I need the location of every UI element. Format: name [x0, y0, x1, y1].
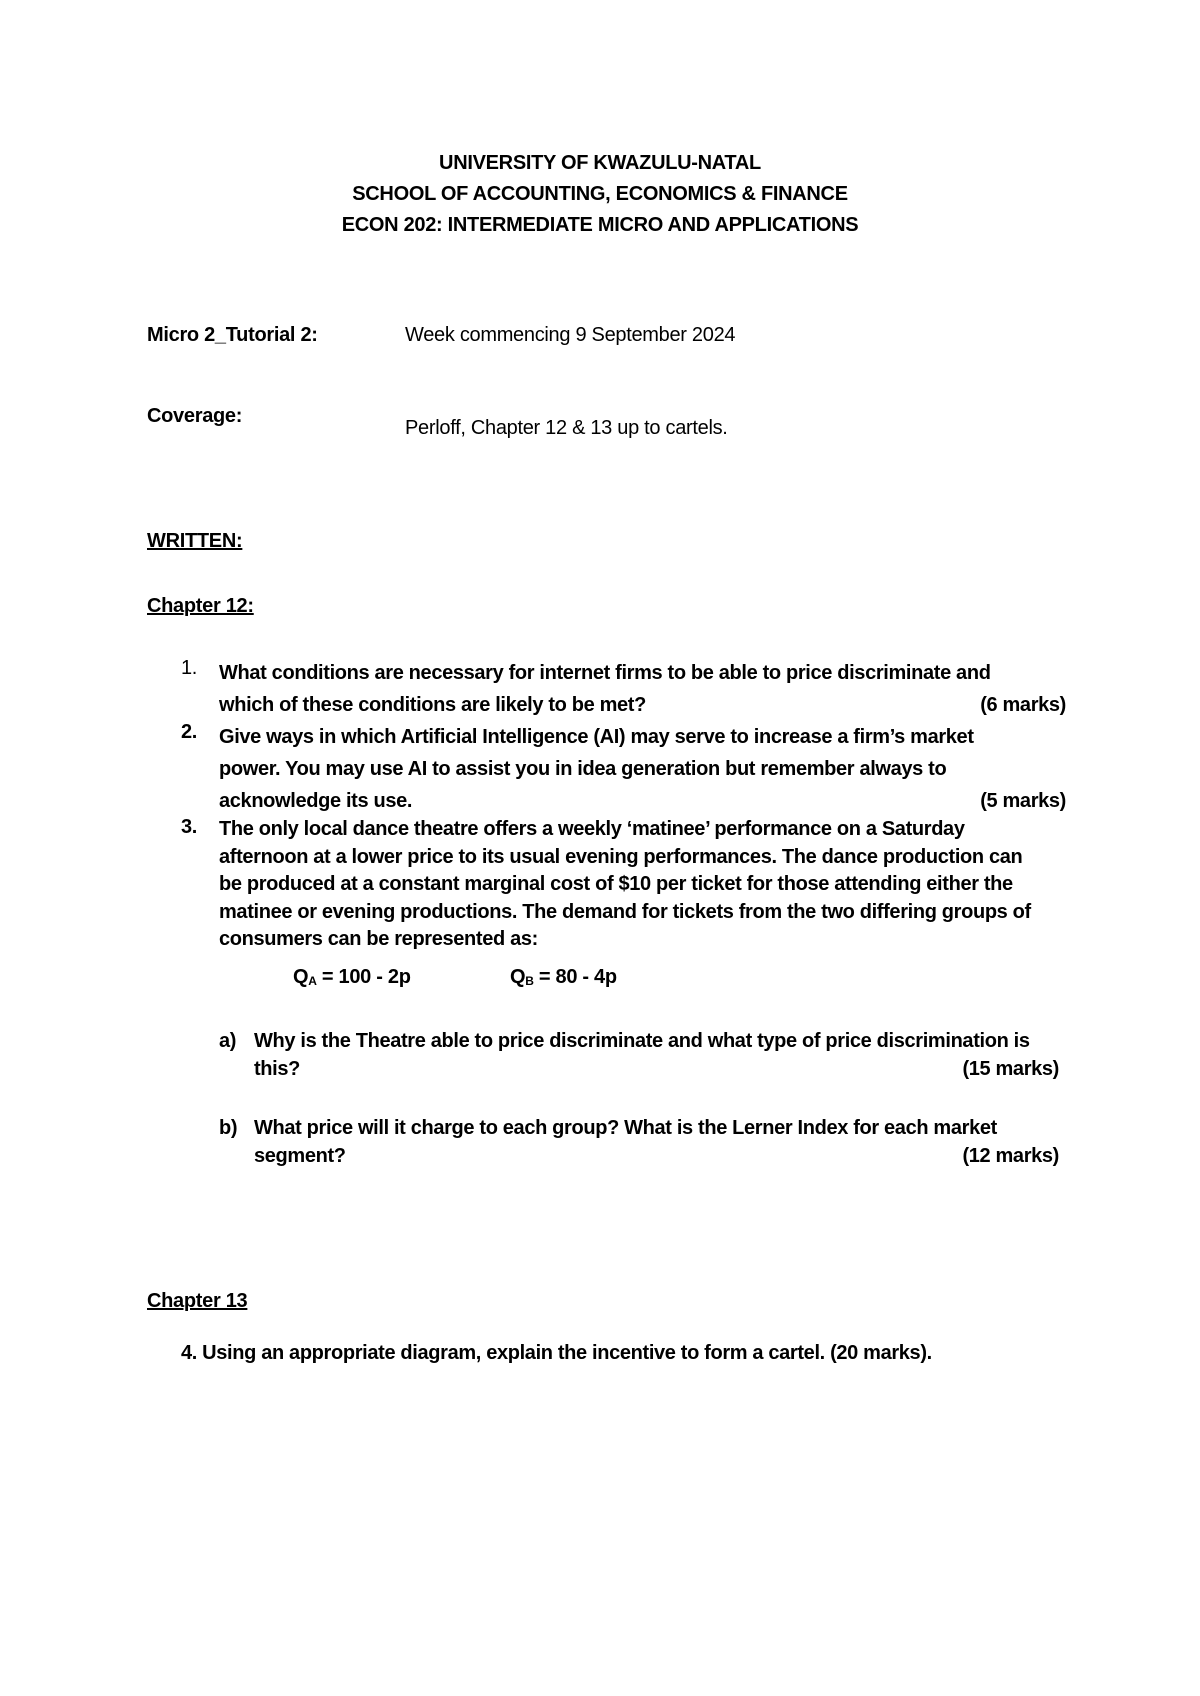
chapter-12-heading: Chapter 12:: [147, 595, 254, 617]
coverage-label: Coverage:: [147, 405, 243, 427]
question-3b-line-text: segment?: [254, 1144, 346, 1167]
question-1-marks: (6 marks): [980, 694, 1066, 716]
question-2-line: [219, 785, 1069, 817]
question-3-number: 3.: [181, 816, 197, 838]
question-3-line: be produced at a constant marginal cost of $10 per ticket for those attending either the: [219, 873, 1013, 895]
question-3a-text: [254, 1028, 1059, 1083]
question-1-text: [219, 657, 1069, 721]
question-4: 4. Using an appropriate diagram, explain the incentive to form a cartel. (20 marks).: [181, 1342, 932, 1364]
equation-b-rhs: = 80 - 4p: [533, 966, 617, 988]
school-name: SCHOOL OF ACCOUNTING, ECONOMICS & FINANCE: [352, 183, 848, 205]
demand-equation-b: [510, 966, 617, 989]
question-3a-line-text: this?: [254, 1057, 301, 1080]
equation-a-subscript: A: [308, 974, 317, 988]
question-2-text: [219, 721, 1069, 817]
coverage-value: Perloff, Chapter 12 & 13 up to cartels.: [405, 417, 728, 439]
question-2-line: power. You may use AI to assist you in idea generation but remember always to: [219, 758, 947, 780]
tutorial-date: Week commencing 9 September 2024: [405, 324, 736, 346]
question-1-line: [219, 689, 1069, 721]
equation-a-symbol: Q: [293, 966, 309, 988]
question-1-line: What conditions are necessary for internet firms to be able to price discriminate and: [219, 662, 991, 684]
tutorial-label: Micro 2_Tutorial 2:: [147, 324, 318, 346]
document-header: [0, 148, 1200, 241]
question-2-line: Give ways in which Artificial Intelligence (AI) may serve to increase a firm’s market: [219, 726, 974, 748]
course-title: ECON 202: INTERMEDIATE MICRO AND APPLICATIONS: [341, 214, 859, 236]
question-2-line-text: acknowledge its use.: [219, 790, 413, 812]
equation-a-rhs: = 100 - 2p: [316, 966, 411, 988]
question-3b-label: b): [219, 1117, 238, 1139]
demand-equation-a: [293, 966, 411, 989]
question-1-line-text: which of these conditions are likely to be met?: [219, 694, 646, 716]
question-3a-marks: (15 marks): [962, 1057, 1059, 1080]
equation-b-symbol: Q: [510, 966, 526, 988]
question-3a-line: Why is the Theatre able to price discriminate and what type of price discrimination is: [254, 1030, 1030, 1052]
written-heading: WRITTEN:: [147, 530, 243, 552]
question-3-line: consumers can be represented as:: [219, 928, 538, 950]
question-1-number: 1.: [181, 657, 197, 679]
question-3b-line: [254, 1143, 1059, 1171]
question-3b-line: What price will it charge to each group? What is the Lerner Index for each market: [254, 1117, 997, 1139]
question-3-line: afternoon at a lower price to its usual evening performances. The dance production can: [219, 845, 1023, 868]
question-2-marks: (5 marks): [980, 790, 1066, 812]
question-3a-label: a): [219, 1030, 237, 1052]
equation-b-subscript: B: [525, 974, 534, 988]
question-3-line: The only local dance theatre offers a weekly ‘matinee’ performance on a Saturday: [219, 818, 965, 840]
question-2-number: 2.: [181, 721, 197, 743]
question-3-line: matinee or evening productions. The demand for tickets from the two differing groups of: [219, 900, 1031, 923]
question-3-text: [219, 816, 1069, 954]
chapter-13-heading: Chapter 13: [147, 1290, 248, 1312]
question-3b-marks: (12 marks): [962, 1144, 1059, 1167]
university-name: UNIVERSITY OF KWAZULU-NATAL: [439, 152, 761, 174]
question-3a-line: [254, 1056, 1059, 1084]
question-3b-text: [254, 1115, 1059, 1170]
